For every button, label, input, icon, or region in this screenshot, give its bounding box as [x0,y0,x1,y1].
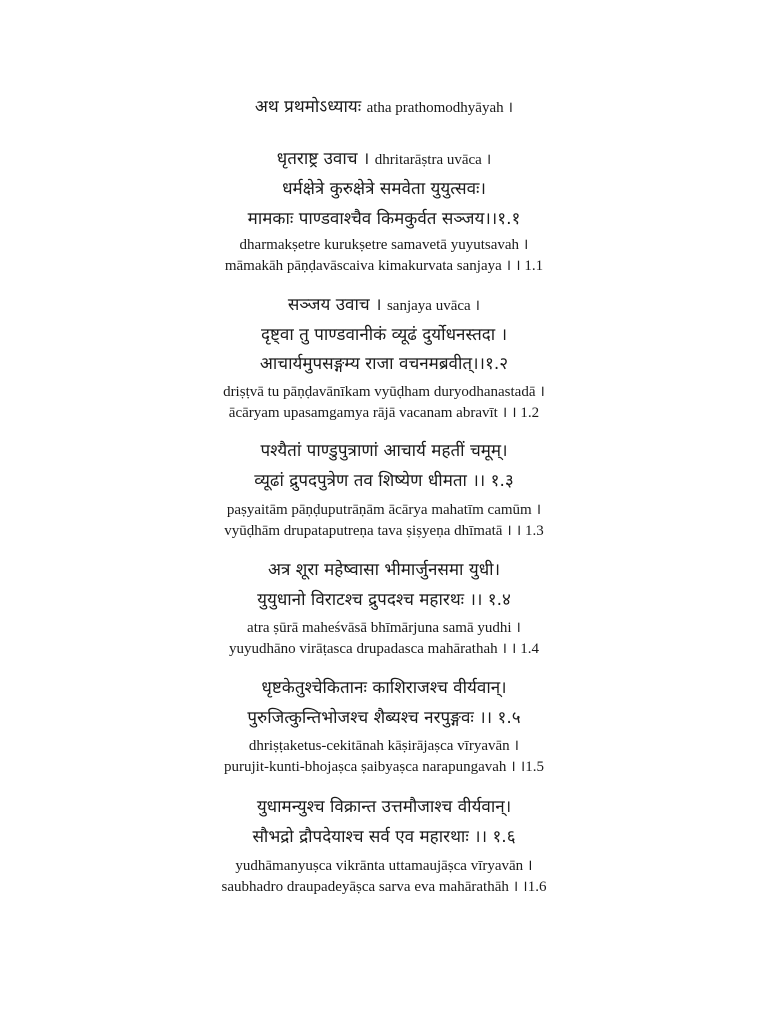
sanskrit-line: युयुधानो विराटश्च द्रुपदश्च महारथः ।। १.४ [257,590,511,610]
sanskrit-line: सौभद्रो द्रौपदेयाश्च सर्व एव महारथाः ।। १.६ [252,827,516,847]
sanskrit-line: अत्र शूरा महेष्वासा भीमार्जुनसमा युधी। [267,560,501,580]
transliteration-line: paṣyaitām pāṇḍuputrāṇām ācārya mahatīm camūm । [226,502,542,518]
sanskrit-line: मामकाः पाण्डवाश्चैव किमकुर्वत सञ्जय।।१.१ [247,209,521,229]
sanskrit-line: पुरुजित्कुन्तिभोजश्च शैब्यश्च नरपुङ्गवः ।। १.५ [247,708,521,728]
transliteration-line: atra ṣūrā maheśvāsā bhīmārjuna samā yudhi । [247,620,521,636]
sanskrit-line: दृष्ट्वा तु पाण्डवानीकं व्यूढं दुर्योधनस्तदा । [260,325,508,345]
transliteration-line: driṣṭvā tu pāṇḍavānīkam vyūḍham duryodhanastadā । [223,384,545,400]
transliteration-line: dhriṣṭaketus-cekitānah kāṣirājaṣca vīryavān । [248,738,520,754]
sanskrit-line: आचार्यमुपसङ्गम्य राजा वचनमब्रवीत्।।१.२ [259,354,509,374]
speaker-line [0,292,768,315]
transliteration-line: māmakāh pāṇḍavāscaiva kimakurvata sanjaya । । 1.1 [224,258,544,274]
transliteration-line: yudhāmanyuṣca vikrānta uttamaujāṣca vīryavān । [235,858,533,874]
sanskrit-line: पश्यैतां पाण्डुपुत्राणां आचार्य महतीं चमूम्। [260,441,508,461]
transliteration-line: saubhadro draupadeyāṣca sarva eva mahārathāh । ।1.6 [221,879,547,895]
speaker-devanagari: सञ्जय उवाच । [287,295,382,315]
sanskrit-line: धृष्टकेतुश्चेकितानः काशिराजश्च वीर्यवान्। [261,678,507,698]
sanskrit-line: व्यूढां द्रुपदपुत्रेण तव शिष्येण धीमता ।। १.३ [254,471,514,491]
sanskrit-line: युधामन्युश्च विक्रान्त उत्तमौजाश्च वीर्यवान्। [256,797,512,817]
chapter-heading [0,94,768,117]
speaker-transliteration: dhritarāṣtra uvāca । [374,152,492,168]
transliteration-line: dharmakṣetre kurukṣetre samavetā yuyutsavah । [239,237,529,253]
speaker-line [0,146,768,169]
speaker-devanagari: धृतराष्ट्र उवाच । [276,149,370,169]
speaker-transliteration: sanjaya uvāca । [386,298,481,314]
chapter-heading-devanagari: अथ प्रथमोऽध्यायः [254,97,362,117]
transliteration-line: purujit-kunti-bhojaṣca ṣaibyaṣca narapungavah । ।1.5 [223,759,545,775]
transliteration-line: ācāryam upasamgamya rājā vacanam abravīt । । 1.2 [228,405,540,421]
transliteration-line: yuyudhāno virāṭasca drupadasca mahārathah । । 1.4 [228,641,539,657]
sanskrit-line: धर्मक्षेत्रे कुरुक्षेत्रे समवेता युयुत्सवः। [282,179,486,199]
transliteration-line: vyūḍhām drupataputreṇa tava ṣiṣyeṇa dhīmatā । । 1.3 [224,523,544,539]
chapter-heading-transliteration: atha prathomodhyāyah । [366,100,514,116]
